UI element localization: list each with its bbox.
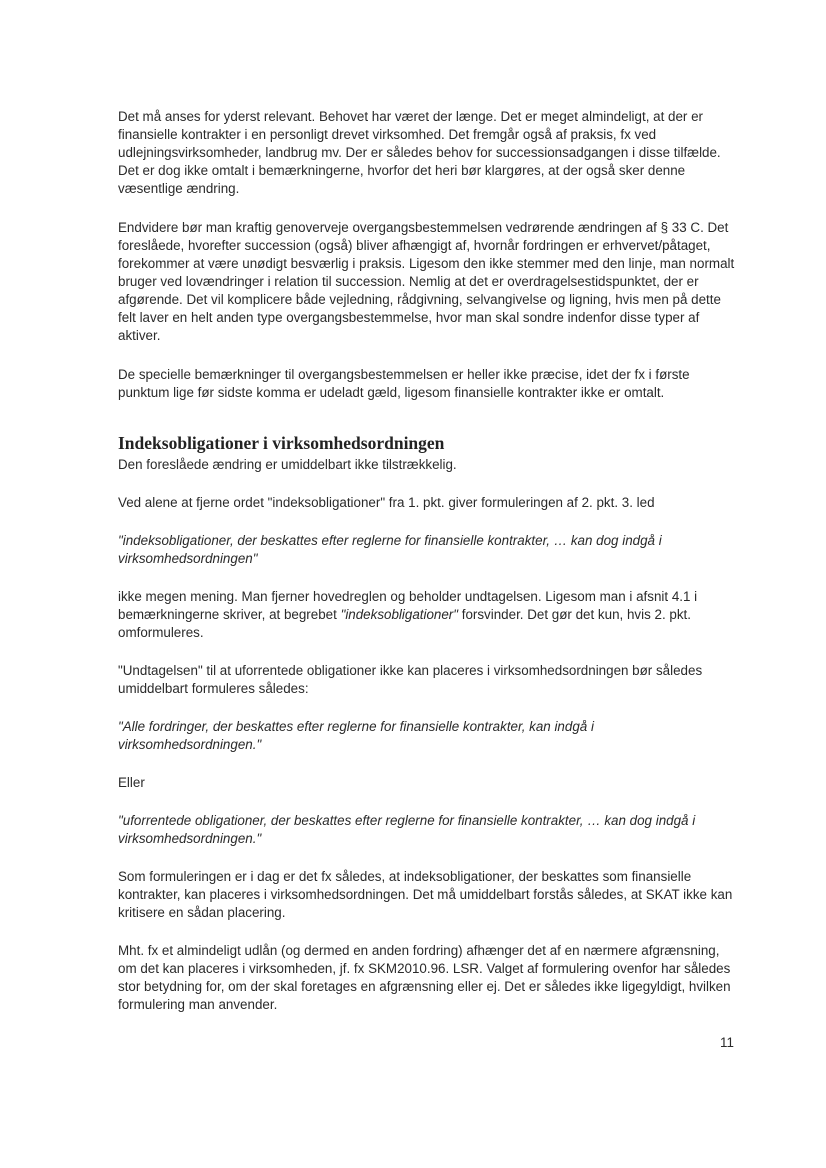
paragraph-ordinary-loan: Mht. fx et almindeligt udlån (og dermed en anden fordring) afhænger det af en nærmere afgrænsning, om det kan placeres i virksomheden, jf. fx SKM2010.96. LSR. Valget af formulering ovenfor har således stor betydning for, om der skal foretages en afgrænsning eller ej. Det er således ikke ligegyldigt, hvilken formulering man anvender. — [118, 943, 731, 1012]
term-indeksobligationer: "indeksobligationer" — [340, 607, 459, 622]
page-number: 11 — [720, 1035, 734, 1050]
paragraph-no-meaning-part1: ikke megen mening. Man fjerner hovedreglen og beholder undtagelsen. Ligesom man i afsnit 4.1 i bemærkningerne skriver, at begrebet — [118, 589, 698, 622]
quote-non-interest-bonds: "uforrentede obligationer, der beskattes efter reglerne for finansielle kontrakter, … kan dog indgå i virksomhedsordningen." — [118, 813, 696, 846]
paragraph-no-meaning — [118, 588, 738, 642]
paragraph-transition-provision: Endvidere bør man kraftig genoverveje overgangsbestemmelsen vedrørende ændringen af § 33 C. Det foreslåede, hvorefter succession (også) bliver afhængigt af, hvornår fordringen er erhvervet/påtaget, forekommer at være unødigt besværlig i praksis. Ligesom den ikke stemmer med den linje, man normalt bruger ved lovændringer i relation til succession. Nemlig at det er overdragelsestidspunktet, der er afgørende. Det vil komplicere både vejledning, rådgivning, selvangivelse og ligning, hvis men på dette felt laver en helt anden type overgangsbestemmelse, hvor man skal sondre indenfor disse typer af aktiver. — [118, 220, 735, 343]
paragraph-or: Eller — [118, 775, 145, 790]
section-lead: Den foreslåede ændring er umiddelbart ikke tilstrækkelig. — [118, 457, 457, 472]
paragraph-succession-relevance: Det må anses for yderst relevant. Behovet har været der længe. Det er meget almindeligt, at der er finansielle kontrakter i en personligt drevet virksomhed. Det fremgår også af praksis, fx ved udlejningsvirksomheder, landbrug mv. Der er således behov for successionsadgangen i disse tilfælde. Det er dog ikke omtalt i bemærkningerne, hvorfor det heri bør klargøres, at der også sker denne væsentlige ændring. — [118, 109, 721, 196]
quote-index-bonds: "indeksobligationer, der beskattes efter reglerne for finansielle kontrakter, … kan dog indgå i virksomhedsordningen" — [118, 533, 662, 566]
paragraph-current-wording: Som formuleringen er i dag er det fx således, at indeksobligationer, der beskattes som finansielle kontrakter, kan placeres i virksomhedsordningen. Det må umiddelbart forstås således, at SKAT ikke kan kritisere en sådan placering. — [118, 869, 733, 920]
section-heading: Indeksobligationer i virksomhedsordningen — [118, 433, 445, 453]
quote-all-receivables: "Alle fordringer, der beskattes efter reglerne for finansielle kontrakter, kan indgå i virksomhedsordningen." — [118, 719, 594, 752]
paragraph-special-remarks: De specielle bemærkninger til overgangsbestemmelsen er heller ikke præcise, idet der fx i første punktum lige før sidste komma er udeladt gæld, ligesom finansielle kontrakter ikke er omtalt. — [118, 367, 690, 400]
paragraph-no-meaning-part2: forsvinder. Det gør det kun, hvis 2. pkt. omformuleres. — [118, 607, 691, 640]
document-page — [118, 108, 738, 1014]
paragraph-remove-word: Ved alene at fjerne ordet "indeksobligationer" fra 1. pkt. giver formuleringen af 2. pkt. 3. led — [118, 495, 655, 510]
paragraph-exception: "Undtagelsen" til at uforrentede obligationer ikke kan placeres i virksomhedsordningen bør således umiddelbart formuleres således: — [118, 663, 703, 696]
